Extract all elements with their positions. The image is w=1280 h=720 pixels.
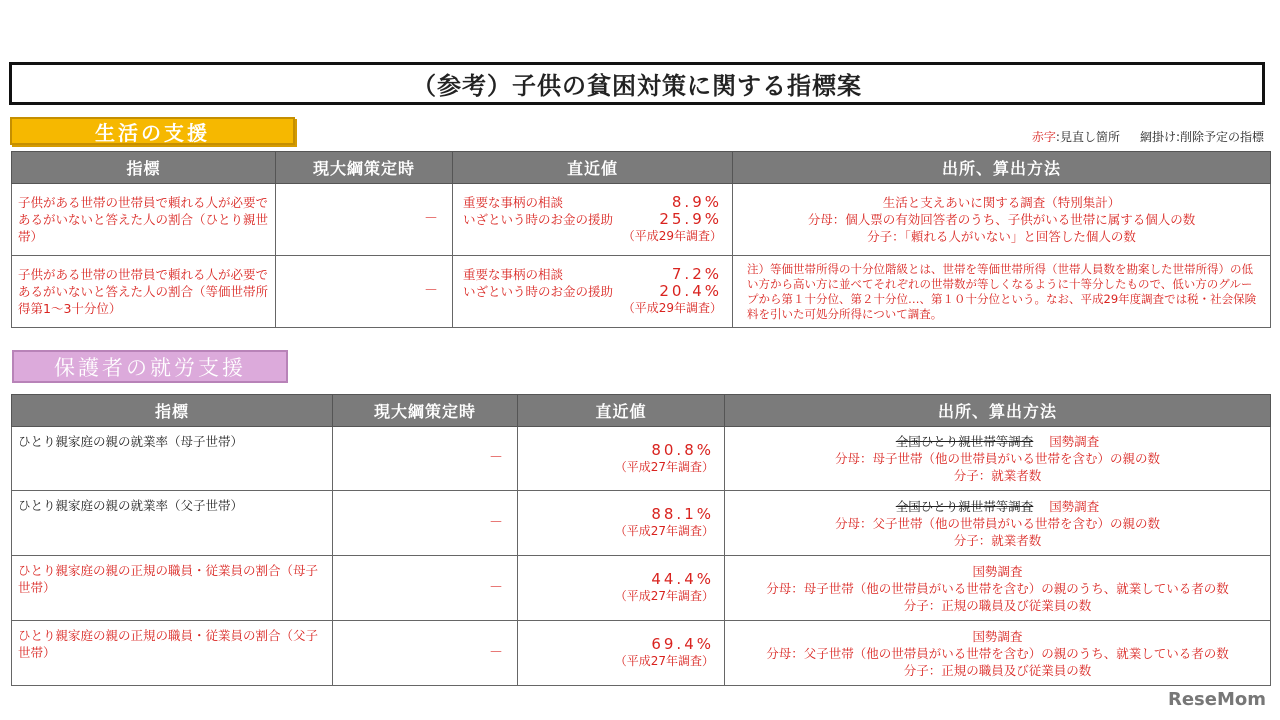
table-row bbox=[12, 621, 1271, 686]
indicator-cell: ひとり親家庭の親の就業率（父子世帯） bbox=[12, 491, 333, 556]
baseline-cell: － bbox=[333, 556, 518, 621]
source-line: 分子：正規の職員及び従業員の数 bbox=[903, 597, 1092, 613]
source-line: 分子：就業者数 bbox=[953, 468, 1042, 483]
latest-label: いざという時のお金の援助 bbox=[463, 284, 614, 299]
table-header-row bbox=[12, 395, 1271, 427]
table-header-row bbox=[12, 152, 1271, 184]
table-row bbox=[12, 184, 1271, 256]
latest-value: 69.4% bbox=[651, 635, 714, 653]
latest-value: 25.9% bbox=[659, 210, 722, 228]
source-line: 分母：母子世帯（他の世帯員がいる世帯を含む）の親の数 bbox=[834, 451, 1160, 466]
baseline-cell: － bbox=[276, 256, 453, 328]
latest-note: （平成27年調査） bbox=[614, 459, 714, 474]
table-row bbox=[12, 427, 1271, 491]
header-indicator: 指標 bbox=[12, 395, 333, 427]
latest-label: いざという時のお金の援助 bbox=[463, 212, 614, 227]
source-cell bbox=[725, 427, 1271, 491]
latest-value: 8.9% bbox=[671, 193, 722, 211]
source-title: 国勢調査 bbox=[1049, 498, 1100, 514]
header-latest: 直近値 bbox=[453, 152, 733, 184]
source-cell bbox=[725, 556, 1271, 621]
source-struck: 全国ひとり親世帯等調査 bbox=[895, 498, 1034, 514]
table-row bbox=[12, 256, 1271, 328]
header-source: 出所、算出方法 bbox=[733, 152, 1271, 184]
latest-note: （平成29年調査） bbox=[622, 301, 722, 315]
baseline-cell: － bbox=[333, 427, 518, 491]
latest-cell bbox=[453, 184, 733, 256]
legend-red-label: 赤字 bbox=[1031, 130, 1056, 144]
header-baseline: 現大綱策定時 bbox=[276, 152, 453, 184]
latest-cell bbox=[453, 256, 733, 328]
latest-value: 44.4% bbox=[651, 570, 714, 588]
latest-note: （平成27年調査） bbox=[614, 589, 714, 603]
table-row bbox=[12, 556, 1271, 621]
latest-cell bbox=[518, 556, 725, 621]
living-support-table bbox=[11, 151, 1271, 328]
section-label-living-support: 生活の支援 bbox=[10, 117, 295, 145]
latest-cell bbox=[518, 491, 725, 556]
header-indicator: 指標 bbox=[12, 152, 276, 184]
legend-hatch-text: 網掛け:削除予定の指標 bbox=[1139, 130, 1264, 144]
source-title: 国勢調査 bbox=[972, 563, 1023, 579]
source-line: 分母：母子世帯（他の世帯員がいる世帯を含む）の親のうち、就業している者の数 bbox=[766, 580, 1229, 596]
note-cell: 注）等価世帯所得の十分位階級とは、世帯を等価世帯所得（世帯人員数を勘案した世帯所得）の低い方から高い方に並べてそれぞれの世帯数が等しくなるように十等分したもので、低い方のグループから第１十分位、第２十分位…、第１０十分位という。なお、平成29年度調査では税・社会保険料を引いた可処分所得について調査。 bbox=[733, 256, 1271, 328]
source-cell bbox=[725, 491, 1271, 556]
latest-note: （平成29年調査） bbox=[622, 229, 722, 243]
indicator-cell: ひとり親家庭の親の就業率（母子世帯） bbox=[12, 427, 333, 491]
baseline-cell: － bbox=[333, 491, 518, 556]
source-cell bbox=[733, 184, 1271, 256]
latest-note: （平成27年調査） bbox=[614, 654, 714, 668]
header-baseline: 現大綱策定時 bbox=[333, 395, 518, 427]
section-label-parent-employment: 保護者の就労支援 bbox=[12, 350, 288, 383]
source-line: 分母：父子世帯（他の世帯員がいる世帯を含む）の親の数 bbox=[834, 515, 1160, 531]
latest-cell bbox=[518, 621, 725, 686]
baseline-cell: － bbox=[276, 184, 453, 256]
legend bbox=[1032, 128, 1264, 145]
source-line: 分子：就業者数 bbox=[953, 532, 1042, 548]
table-row bbox=[12, 491, 1271, 556]
latest-value: 80.8% bbox=[651, 440, 714, 459]
latest-label: 重要な事柄の相談 bbox=[463, 267, 564, 282]
baseline-cell: － bbox=[333, 621, 518, 686]
parent-employment-table bbox=[11, 394, 1271, 686]
source-struck: 全国ひとり親世帯等調査 bbox=[895, 434, 1034, 449]
source-line: 生活と支えあいに関する調査（特別集計） bbox=[882, 195, 1121, 210]
latest-cell bbox=[518, 427, 725, 491]
latest-value: 20.4% bbox=[659, 282, 722, 300]
latest-value: 7.2% bbox=[671, 265, 722, 283]
indicator-cell: ひとり親家庭の親の正規の職員・従業員の割合（父子世帯） bbox=[12, 621, 333, 686]
latest-value: 88.1% bbox=[651, 505, 714, 523]
indicator-cell: ひとり親家庭の親の正規の職員・従業員の割合（母子世帯） bbox=[12, 556, 333, 621]
header-latest: 直近値 bbox=[518, 395, 725, 427]
indicator-cell: 子供がある世帯の世帯員で頼れる人が必要であるがいないと答えた人の割合（等価世帯所得第1～3十分位） bbox=[12, 256, 276, 328]
source-cell bbox=[725, 621, 1271, 686]
latest-label: 重要な事柄の相談 bbox=[463, 195, 564, 210]
source-line: 分子：「頼れる人がいない」と回答した個人の数 bbox=[867, 229, 1136, 244]
page-title: （参考）子供の貧困対策に関する指標案 bbox=[9, 62, 1265, 105]
source-line: 分母：父子世帯（他の世帯員がいる世帯を含む）の親のうち、就業している者の数 bbox=[766, 645, 1229, 661]
source-line: 分母：個人票の有効回答者のうち、子供がいる世帯に属する個人の数 bbox=[807, 212, 1196, 227]
header-source: 出所、算出方法 bbox=[725, 395, 1271, 427]
source-title: 国勢調査 bbox=[1049, 434, 1100, 449]
source-title: 国勢調査 bbox=[972, 628, 1023, 644]
resemom-logo: ReseMom bbox=[1167, 689, 1266, 710]
source-line: 分子：正規の職員及び従業員の数 bbox=[903, 662, 1092, 678]
latest-note: （平成27年調査） bbox=[614, 524, 714, 538]
legend-red-text: :見直し箇所 bbox=[1055, 130, 1120, 144]
indicator-cell: 子供がある世帯の世帯員で頼れる人が必要であるがいないと答えた人の割合（ひとり親世帯） bbox=[12, 184, 276, 256]
